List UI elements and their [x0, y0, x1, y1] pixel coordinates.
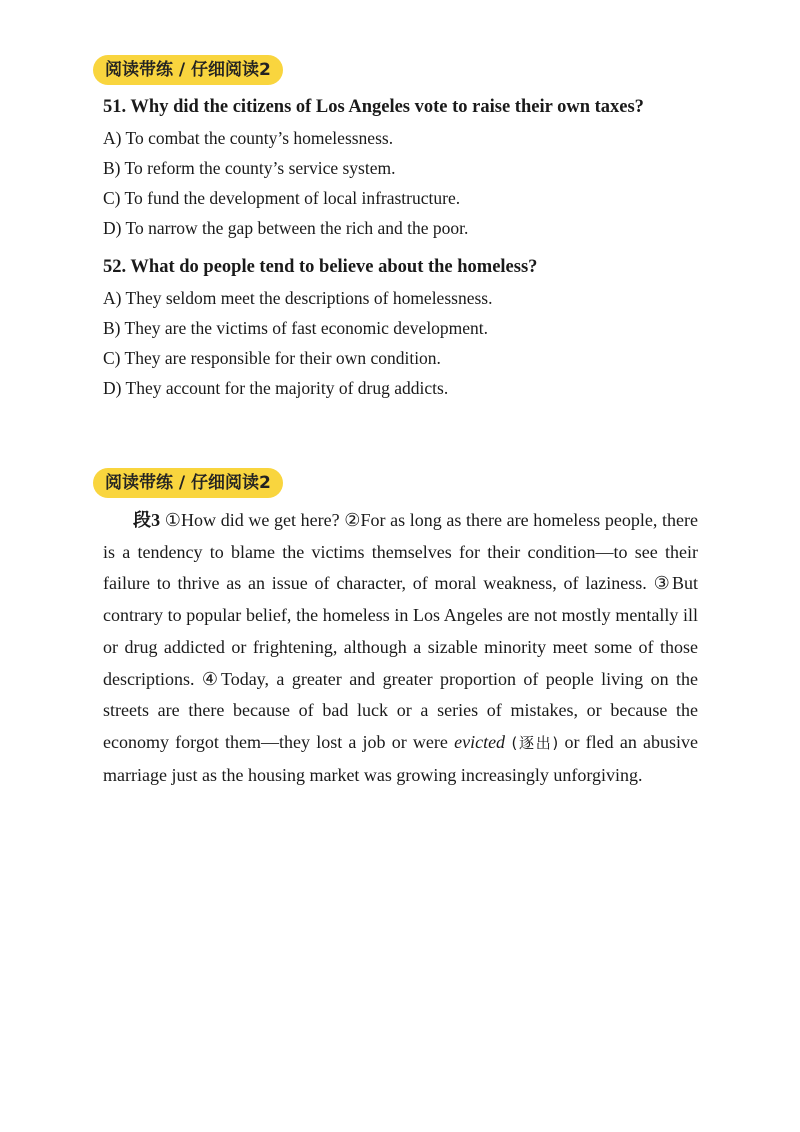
question-52 — [103, 253, 723, 403]
question-title — [103, 253, 723, 281]
question-number: 52. — [103, 257, 127, 277]
option-c: C) They are responsible for their own condition. — [103, 348, 441, 368]
passage-text: ①How did we get here? ②For as long as there are homeless people, there is a tendency to blame the victims themselves for their condition—to see their failure to thrive as an issue of character, of moral weakness, of laziness. ③But contrary to popular belief, the homeless in Los Angeles are not mostly mentally ill or drug addicted or frightening, although a sizable minority meet some of those descriptions. ④Today, a greater and greater proportion of people living on the streets are there because of bad luck or a series of mistakes, or because the economy forgot them—they lost a job or were — [103, 510, 698, 752]
passage-text-end: or fled an abusive marriage just as the housing market was growing increasingly unforgiving. — [103, 731, 698, 785]
option-a: A) They seldom meet the descriptions of homelessness. — [103, 288, 493, 308]
passage-paragraph — [103, 505, 698, 791]
option-c: C) To fund the development of local infrastructure. — [103, 188, 461, 208]
italic-term: evicted — [454, 731, 506, 752]
section-badge: 阅读带练 / 仔细阅读2 — [93, 55, 283, 85]
question-51 — [103, 93, 723, 243]
question-text: What do people tend to believe about the homeless? — [130, 257, 538, 277]
option-a: A) To combat the county’s homelessness. — [103, 128, 394, 148]
question-number: 51. — [103, 97, 127, 117]
chinese-gloss: (逐出) — [505, 733, 559, 752]
question-text: Why did the citizens of Los Angeles vote to raise their own taxes? — [130, 97, 644, 117]
option-d: D) They account for the majority of drug addicts. — [103, 378, 449, 398]
option-b: B) To reform the county’s service system. — [103, 158, 396, 178]
option-b: B) They are the victims of fast economic development. — [103, 318, 489, 338]
paragraph-label: 段3 — [133, 510, 161, 530]
section-badge: 阅读带练 / 仔细阅读2 — [93, 468, 283, 498]
option-d: D) To narrow the gap between the rich and the poor. — [103, 218, 469, 238]
question-title — [103, 93, 723, 121]
